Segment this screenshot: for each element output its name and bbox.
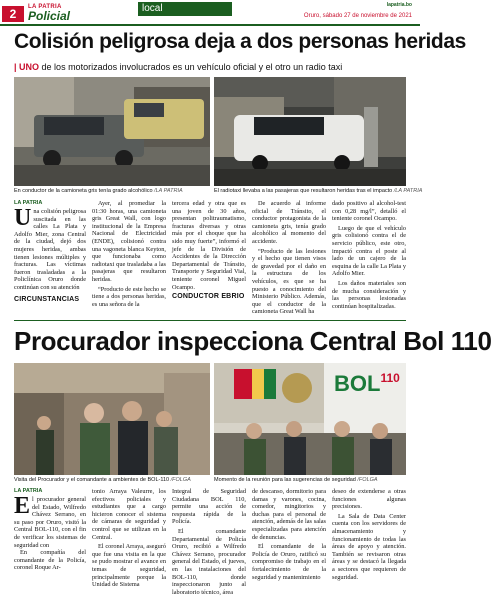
photo-procurador-visit — [14, 363, 210, 475]
header-rule — [0, 24, 420, 26]
story1-col3: tercera edad y otra que es una joven de 30 años, presentan politraumatismo, fracturas diversas y otras más por el choque que ha sido muy fuerte”, informó el jefe de la División de Accidentes de la Dirección Departamental de Tránsito, Transporte y Seguridad Vial, teniente coronel Miguel Ocampo. CONDUCTOR EBRIO — [172, 200, 246, 301]
masthead-small: LA PATRIA — [28, 4, 62, 10]
caption-source: /FOLGA — [170, 477, 191, 483]
photo-crash-taxi — [214, 77, 406, 186]
photo-crash-truck — [14, 77, 210, 186]
byline-story1: LA PATRIA — [14, 200, 43, 206]
byline-story2: LA PATRIA — [14, 488, 43, 494]
story1-col4: De acuerdo al informe oficial de Tránsito, el conductor protagonista de la camioneta gris, tenía grado alcohólico al momento del accidente. “Producto de las lesiones y el hecho que tienen visos de gravedad por el daño en la estructura de los vehículos, es que se ha puesto a conocimiento del Ministerio Público. Además, que el conductor de la camioneta Great Wall ha — [252, 200, 326, 316]
caption-photo4: Momento de la reunión para las sugerencias de seguridad /FOLGA — [214, 477, 378, 483]
story-divider — [14, 320, 406, 321]
story2-col3: Integral de Seguridad Ciudadana BOL 110, permite una acción de respuesta rápida de la Policía. El comandante Departamental de Policía Oruro, recibió a Wilfredo Chávez Serrano, procurador general del Estado, el jueves, en las instalaciones del BOL-110, donde inspeccionaron junto al laboratorio técnico, área — [172, 488, 246, 596]
story1-col2: Ayer, al promediar la 01:30 horas, una camioneta gris Great Wall, con logo institucional de la Empresa Nacional de Electricidad (ENDE), colisionó contra una vagoneta blanca Keyton, que funcionaba como radiotaxi que trasladaba a las pasajeras que resultaron heridas. “Producto de este hecho se tiene a dos personas heridas, es una señora de la — [92, 200, 166, 308]
headline-story1: Colisión peligrosa deja a dos personas heridas — [14, 30, 466, 53]
story2-col4: de descanso, dormitorio para damas y varones, cocina, comedor, mingitorios y duchas para el personal de atención, además de las salas especializadas para atención de denuncias. El comandante de la Policía de Oruro, ratificó su compromiso de trabajo en el fortalecimiento de la seguridad y mantenimiento — [252, 488, 326, 581]
caption-source: /FOLGA — [357, 477, 378, 483]
photo-meeting — [214, 363, 406, 475]
caption-source: /LA PATRIA — [393, 188, 423, 194]
section-label: local — [138, 2, 232, 16]
story1-col5: dado positivo al alcohol-test con 0,28 mg/l”, detalló el teniente coronel Ocampo. Luego de que el vehículo gris colisionó contra el de servicio público, este otro, impactó contra el poste al lado de un cajero de la esquina de la calle La Plata y Adolfo Mier. Los daños materiales son de mucha consideración y las personas lesionadas continúan hospitalizadas. — [332, 200, 406, 310]
subhead-conductor: CONDUCTOR EBRIO — [172, 293, 245, 301]
story2-col1: El procurador general del Estado, Wilfredo Chávez Serrano, en su paso por Oruro, visitó la Central BOL-110, con el fin de verificar los sistemas de seguridad con En compañía del comandante de la Policía, coronel Roque Ar- — [14, 493, 86, 572]
section-brand: Policial — [28, 9, 71, 23]
deck-text: de los motorizados involucrados es un vehículo oficial y el otro un radio taxi — [41, 62, 343, 72]
story1-col1: Una colisión peligrosa suscitada en las calles La Plata y Adolfo Mier, zona Central de la ciudad, dejó dos mujeres heridas, ambas tienen lesiones múltiples y fracturas. Las víctimas fueron trasladadas a la Policlínica Oruro donde continúan con su atención CIRCUNSTANCIAS — [14, 205, 86, 303]
story2-col2: tonio Arraya Valeurre, los efectivos policiales y estudiantes que a cargo hicieron conocer el sistema de cámaras de seguridad y control que se utilizan en la Central. El coronel Arraya, aseguró que fue una visita en la que se pudo mostrar el avance en temas de seguridad, principalmente porque la Unidad de Sistema — [92, 488, 166, 589]
dropcap: U — [14, 205, 32, 231]
caption-photo3: Visita del Procurador y el comandante a ambientes de BOL-110 /FOLGA — [14, 477, 191, 483]
page-number: 2 — [2, 6, 24, 22]
caption-photo1: En conductor de la camioneta gris tenía grado alcohólico /LA PATRIA — [14, 188, 183, 194]
caption-source: /LA PATRIA — [154, 188, 183, 194]
subhead-circunstancias: CIRCUNSTANCIAS — [14, 295, 80, 303]
headline-story2: Procurador inspecciona Central Bol 110 — [14, 326, 492, 356]
bol110-logo: BOL$^{110}$ — [334, 371, 400, 396]
story2-col5: deseo de extenderse a otras funciones algunas precisiones. La Sala de Data Center cuenta con los servidores de almacenamiento y funcionamiento de todas las áreas de apoyo y atención. También se revisaron otras áreas y se destacó la llegada a sectores que requieren de seguridad. — [332, 488, 406, 581]
paper-url: lapatria.bo — [386, 2, 412, 8]
caption-photo2: El radiotaxi llevaba a las pasajeras que resultaron heridas tras el impacto /LA PATRIA — [214, 188, 423, 194]
deck-lead: | UNO — [14, 62, 40, 72]
dropcap: E — [14, 493, 31, 519]
dateline: Oruro, sábado 27 de noviembre de 2021 — [303, 13, 412, 19]
deck-story1 — [14, 62, 342, 72]
